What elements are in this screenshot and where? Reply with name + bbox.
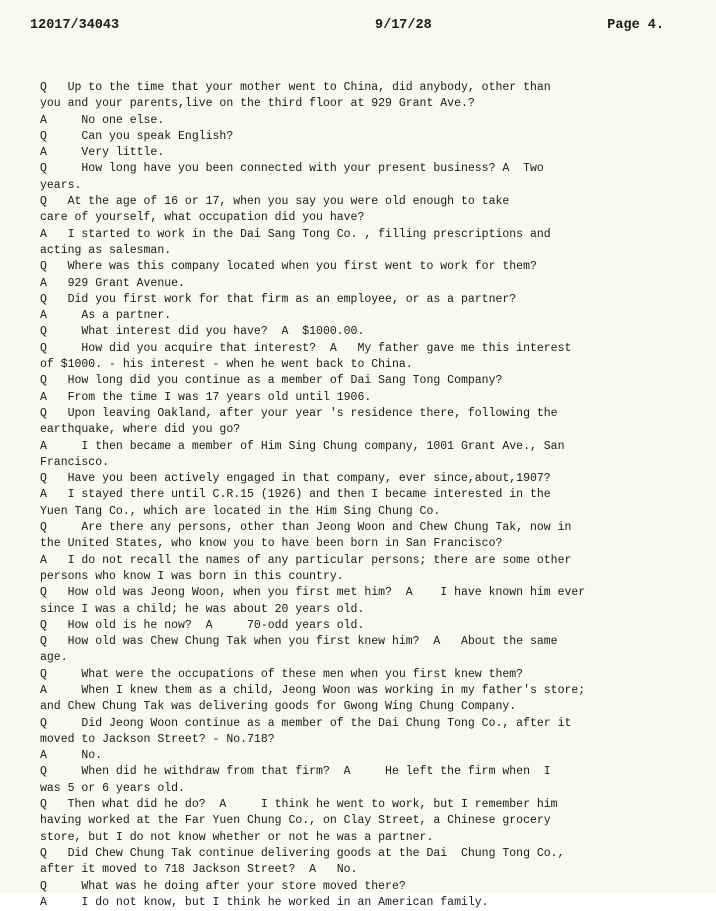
transcript-line: Q What were the occupations of these men when you first knew them? — [40, 667, 524, 681]
transcript-line: Q Did Chew Chung Tak continue delivering goods at the Dai Chung Tong Co., — [40, 846, 565, 860]
transcript-line: A No. — [40, 749, 103, 763]
transcript-line: earthquake, where did you go? — [40, 423, 241, 437]
transcript-line: having worked at the Far Yuen Chung Co., on Clay Street, a Chinese grocery — [40, 814, 551, 828]
transcript-line: moved to Jackson Street? - No.718? — [40, 732, 275, 746]
transcript-line: Q Are there any persons, other than Jeong Woon and Chew Chung Tak, now in — [40, 521, 572, 535]
file-number: 12017/34043 — [30, 18, 120, 33]
transcript-line: Q When did he withdraw from that firm? A He left the firm when I — [40, 765, 551, 779]
transcript-line: A I do not know, but I think he worked in an American family. — [40, 895, 489, 909]
transcript-line: Q How long have you been connected with your present business? A Two — [40, 162, 544, 176]
transcript-line: Q How old was Jeong Woon, when you first met him? A I have known him ever — [40, 586, 586, 600]
transcript-line: Q How long did you continue as a member of Dai Sang Tong Company? — [40, 374, 503, 388]
transcript-line: Q What was he doing after your store moved there? — [40, 879, 406, 893]
transcript-body — [40, 80, 672, 911]
transcript-line: A I do not recall the names of any particular persons; there are some other — [40, 553, 572, 567]
transcript-line: Q How did you acquire that interest? A My father gave me this interest — [40, 341, 572, 355]
transcript-line: A 929 Grant Avenue. — [40, 276, 185, 290]
transcript-line: Q Have you been actively engaged in that company, ever since,about,1907? — [40, 472, 551, 486]
transcript-line: Q At the age of 16 or 17, when you say you were old enough to take — [40, 195, 510, 209]
transcript-line: A I started to work in the Dai Sang Tong Co. , filling prescriptions and — [40, 227, 551, 241]
transcript-line: A As a partner. — [40, 309, 172, 323]
transcript-line: since I was a child; he was about 20 years old. — [40, 602, 365, 616]
transcript-line: A Very little. — [40, 146, 165, 160]
page-number: Page 4. — [607, 18, 664, 33]
transcript-line: was 5 or 6 years old. — [40, 781, 185, 795]
transcript-line: Q How old is he now? A 70-odd years old. — [40, 618, 365, 632]
transcript-line: after it moved to 718 Jackson Street? A No. — [40, 863, 358, 877]
transcript-line: Francisco. — [40, 455, 110, 469]
transcript-line: Q Then what did he do? A I think he went to work, but I remember him — [40, 798, 558, 812]
transcript-line: Q Did Jeong Woon continue as a member of the Dai Chung Tong Co., after it — [40, 716, 572, 730]
transcript-line: A From the time I was 17 years old until 1906. — [40, 390, 372, 404]
transcript-line: years. — [40, 178, 82, 192]
transcript-line: age. — [40, 651, 68, 665]
transcript-line: the United States, who know you to have been born in San Francisco? — [40, 537, 503, 551]
transcript-line: persons who know I was born in this country. — [40, 569, 344, 583]
transcript-line: A I then became a member of Him Sing Chung company, 1001 Grant Ave., San — [40, 439, 565, 453]
transcript-line: Q Upon leaving Oakland, after your year 's residence there, following the — [40, 406, 558, 420]
transcript-line: and Chew Chung Tak was delivering goods for Gwong Wing Chung Company. — [40, 700, 517, 714]
transcript-line: Q Up to the time that your mother went to China, did anybody, other than — [40, 81, 551, 94]
page-header — [30, 14, 686, 38]
transcript-line: Q Where was this company located when you first went to work for them? — [40, 260, 537, 274]
transcript-line: acting as salesman. — [40, 243, 172, 257]
transcript-line: you and your parents,live on the third floor at 929 Grant Ave.? — [40, 97, 475, 111]
transcript-line: store, but I do not know whether or not he was a partner. — [40, 830, 434, 844]
transcript-line: A When I knew them as a child, Jeong Woon was working in my father's store; — [40, 683, 586, 697]
document-date: 9/17/28 — [375, 18, 432, 33]
transcript-line: A I stayed there until C.R.15 (1926) and then I became interested in the — [40, 488, 551, 502]
transcript-line: A No one else. — [40, 113, 165, 127]
transcript-line: of $1000. - his interest - when he went back to China. — [40, 358, 413, 372]
transcript-line: Yuen Tang Co., which are located in the Him Sing Chung Co. — [40, 504, 441, 518]
transcript-line: care of yourself, what occupation did you have? — [40, 211, 365, 225]
transcript-line: Q Can you speak English? — [40, 129, 234, 143]
transcript-line: Q How old was Chew Chung Tak when you first knew him? A About the same — [40, 635, 558, 649]
transcript-line: Q Did you first work for that firm as an employee, or as a partner? — [40, 292, 517, 306]
transcript-line: Q What interest did you have? A $1000.00. — [40, 325, 365, 339]
